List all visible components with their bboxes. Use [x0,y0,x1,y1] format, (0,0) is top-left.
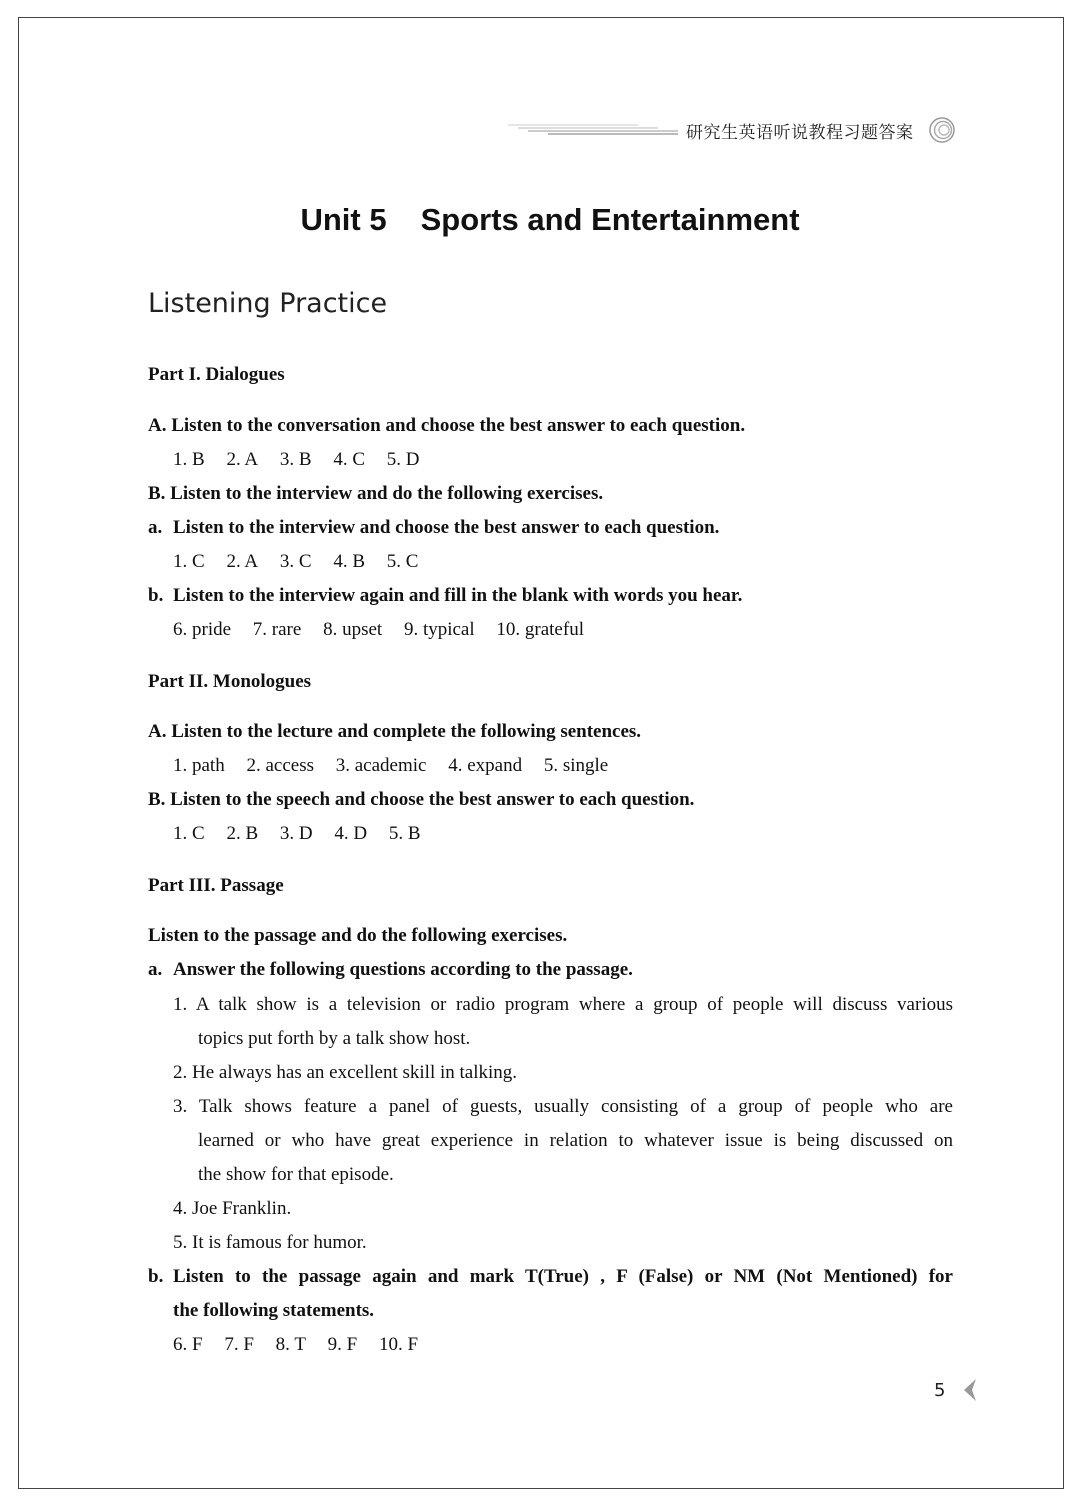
part2-title: Part II. Monologues [148,671,312,692]
sub-label: a. [148,959,163,980]
concentric-swirl-icon [928,116,956,144]
part1-title: Part I. Dialogues [148,364,285,385]
answer-item: 9. typical [403,619,475,640]
sub-instruction: Listen to the interview again and fill in the blank with words you hear. [173,585,743,606]
answer-item: 5. C [386,551,419,572]
sub-instruction: Listen to the interview and choose the best answer to each question. [173,517,720,538]
section-title: Listening Practice [148,288,388,319]
sub-instruction: Listen to the passage again and mark T(True) , F (False) or NM (Not Mentioned) for [173,1266,953,1287]
answer-item: 1. path [173,755,225,776]
book-title: 研究生英语听说教程习题答案 [686,123,914,143]
answer-item: 2. access [246,755,314,776]
part1-bb-instruction [148,585,742,607]
answer-item: 6. pride [173,619,232,640]
part3-a-instruction [148,959,633,981]
answer-item: 10. grateful [496,619,584,640]
page-arrow-icon [962,1378,978,1402]
part2-b-instruction: B. Listen to the speech and choose the best answer to each question. [148,789,695,810]
unit-name: Sports and Entertainment [420,202,800,237]
answer-item: 8. T [275,1334,306,1355]
answer-item: 5. single [543,755,609,776]
header-decorative-lines [508,122,678,136]
answer-3-line-3: the show for that episode. [198,1164,394,1185]
answer-3-line-2: learned or who have great experience in relation to whatever issue is being discussed on [198,1130,953,1151]
answer-item: 4. D [334,823,368,844]
answer-item: 7. F [224,1334,254,1355]
sub-instruction: Answer the following questions according to the passage. [173,959,633,980]
answer-1-line-2: topics put forth by a talk show host. [198,1028,471,1049]
answer-4: 4. Joe Franklin. [173,1198,292,1219]
answer-item: 4. expand [448,755,523,776]
answer-item: 7. rare [252,619,302,640]
answer-item: 1. C [173,823,205,844]
answer-item: 10. F [379,1334,419,1355]
answer-item: 3. D [279,823,313,844]
unit-title [0,202,1084,238]
answer-1-line-1: 1. A talk show is a television or radio program where a group of people will discuss various [173,994,953,1015]
answer-item: 5. B [388,823,421,844]
part3-title: Part III. Passage [148,875,284,896]
part3-instruction: Listen to the passage and do the following exercises. [148,925,568,946]
part1-a-answers [173,449,436,471]
answer-item: 4. C [333,449,365,470]
answer-item: 3. B [279,449,312,470]
page-number: 5 [934,1380,946,1401]
answer-item: 3. C [279,551,312,572]
answer-item: 4. B [333,551,365,572]
answer-item: 1. C [173,551,205,572]
part3-b-instruction-line-2: the following statements. [173,1300,375,1321]
part3-b-answers [173,1334,435,1356]
sub-label: a. [148,517,163,538]
part2-a-instruction: A. Listen to the lecture and complete the following sentences. [148,721,642,742]
answer-item: 1. B [173,449,205,470]
part1-a-instruction: A. Listen to the conversation and choose the best answer to each question. [148,415,746,436]
answer-item: 2. A [226,551,259,572]
part1-ba-instruction [148,517,719,539]
part3-b-instruction-line-1 [148,1266,953,1288]
answer-item: 3. academic [335,755,427,776]
answer-item: 9. F [327,1334,358,1355]
part1-b-instruction: B. Listen to the interview and do the following exercises. [148,483,604,504]
answer-3-line-1: 3. Talk shows feature a panel of guests, usually consisting of a group of people who are [173,1096,953,1117]
part2-a-answers [173,755,625,777]
part2-b-answers [173,823,438,845]
sub-label: b. [148,585,164,606]
answer-item: 5. D [386,449,420,470]
part1-ba-answers [173,551,435,573]
answer-item: 6. F [173,1334,203,1355]
answer-2: 2. He always has an excellent skill in talking. [173,1062,518,1083]
answer-item: 2. A [226,449,259,470]
part1-bb-answers [173,619,601,641]
unit-number: Unit 5 [300,202,387,237]
sub-label: b. [148,1266,164,1287]
answer-item: 2. B [226,823,259,844]
answer-5: 5. It is famous for humor. [173,1232,367,1253]
answer-item: 8. upset [323,619,383,640]
